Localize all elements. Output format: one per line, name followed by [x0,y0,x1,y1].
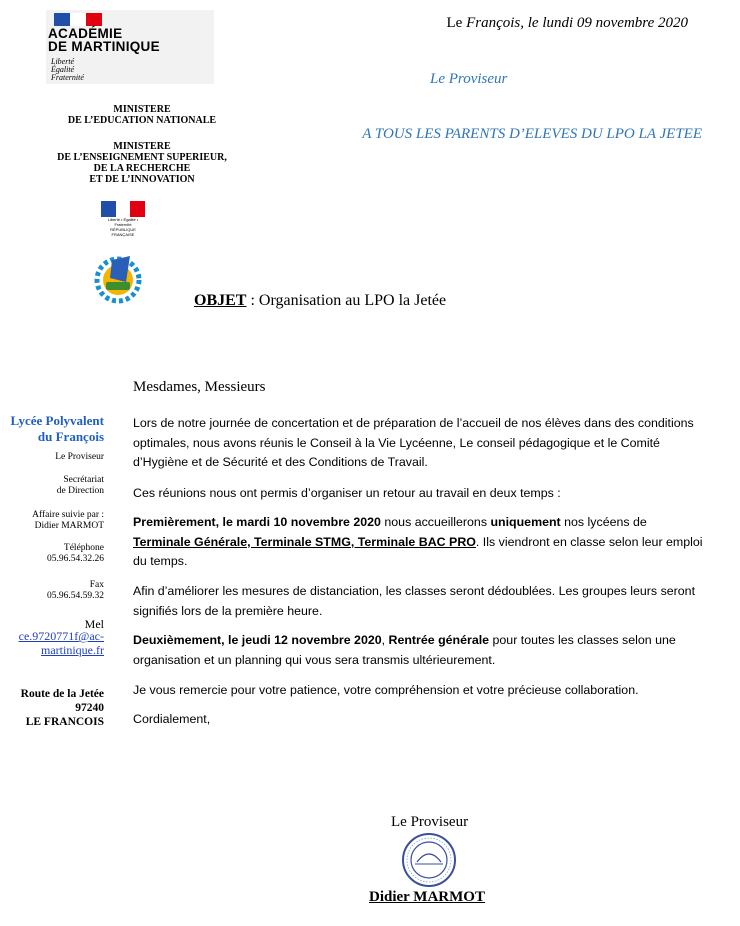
marianne-motto: Liberté • Égalité • Fraternité [107,217,139,227]
date-text: François, le lundi 09 novembre 2020 [466,15,688,31]
affaire-label: Affaire suivie par : [32,510,104,520]
affaire-name: Didier MARMOT [34,521,104,531]
ministry-education [22,104,262,126]
french-flag-icon [54,13,102,26]
address-street: Route de la Jetée [20,688,104,700]
motto-fraternite: Fraternité [51,73,84,82]
text-fragment: pour toutes les classes selon une organisation et un planning qui vous sera transmis ultérieurement. [133,633,676,667]
email-link[interactable] [0,629,104,657]
sidebar-fax [0,580,104,602]
sender-title: Le Proviseur [430,71,508,87]
sidebar-proviseur: Le Proviseur [55,452,104,462]
date-prefix: Le [446,15,467,31]
marianne-logo [101,201,145,237]
motto-liberte: Liberté [51,57,75,66]
text-fragment: nous accueillerons [380,515,491,529]
mel-label: Mel [84,617,104,631]
email-line1[interactable]: ce.9720771f@ac- [18,629,104,643]
secretariat-line1: Secrétariat [63,475,104,485]
fax-value: 05.96.54.59.32 [47,591,104,601]
first-phase-classes: Terminale Générale, Terminale STMG, Terminale BAC PRO [133,534,476,549]
academie-motto [51,58,84,82]
sidebar-secretariat [14,475,104,497]
subject-separator: : [246,292,259,309]
text-fragment: nos lycéens de [560,515,647,529]
first-phase-date: Premièrement, le mardi 10 novembre 2020 [133,515,381,529]
telephone-value: 05.96.54.32.26 [47,554,104,564]
fax-label: Fax [89,580,104,590]
second-phase-date: Deuxièmement, le jeudi 12 novembre 2020 [133,633,382,647]
salutation: Mesdames, Messieurs [133,379,266,395]
subject-line [194,292,446,310]
ministry-line: MINISTERE [113,141,171,152]
date-line [300,15,688,32]
signature-title: Le Proviseur [391,814,469,830]
ministry-line: DE L’EDUCATION NATIONALE [67,115,217,126]
marianne-republic: RÉPUBLIQUE FRANÇAISE [110,227,136,237]
closing: Cordialement, [133,712,211,726]
emphasis-uniquement: uniquement [490,515,561,529]
subject-label: OBJET [194,292,247,309]
secretariat-line2: de Direction [56,486,104,496]
address-postcode: 97240 [75,702,104,714]
emphasis-rentree: Rentrée générale [388,633,490,647]
telephone-label: Téléphone [63,543,104,553]
school-name [0,413,104,445]
sidebar-address [0,687,104,729]
motto-egalite: Égalité [51,65,75,74]
marianne-flag-icon [101,201,145,217]
paragraph-thanks: Je vous remercie pour votre patience, votre compréhension et votre précieuse collaboration. [133,683,639,697]
academie-name [48,27,160,53]
sidebar-telephone [0,543,104,565]
school-name-line1: Lycée Polyvalent [10,413,104,428]
recipients: A TOUS LES PARENTS D’ELEVES DU LPO LA JETEE [362,126,702,142]
paragraph-reunions: Ces réunions nous ont permis d’organiser un retour au travail en deux temps : [133,486,561,500]
ministry-line: DE L’ENSEIGNEMENT SUPERIEUR, [57,152,227,163]
academie-name-line1: ACADÉMIE [48,26,123,41]
text-fragment: . Ils viendront en classe selon leur emploi du temps. [133,534,703,568]
paragraph-intro: Lors de notre journée de concertation et de préparation de l’accueil de nos élèves dans des conditions optimales, nous avons réunis le Conseil à la Vie Lycéenne, Le conseil pédagogique et le Comité d’Hygiène et de Sécurité et des Conditions de Travail. [133,416,694,469]
academie-logo [46,10,214,84]
paragraph-second-phase [133,631,703,670]
ministry-higher-education [22,141,262,185]
address-city: LE FRANCOIS [25,716,104,728]
ministry-line: MINISTERE [113,104,171,115]
school-name-line2: du François [37,429,104,444]
paragraph-distancing: Afin d’améliorer les mesures de distanciation, les classes seront dédoublées. Les groupes leurs seront signifiés lors de la première heure. [133,584,696,618]
academie-name-line2: DE MARTINIQUE [48,39,160,54]
email-line2[interactable]: martinique.fr [41,643,104,657]
paragraph-first-phase [133,513,703,572]
ministry-line: ET DE L’INNOVATION [89,174,195,185]
ministry-line: DE LA RECHERCHE [93,163,191,174]
subject-text: Organisation au LPO la Jetée [258,292,447,309]
sidebar-affaire [0,510,104,532]
school-emblem-icon [94,252,142,304]
text-fragment: , [381,633,389,647]
signatory-name: Didier MARMOT [369,889,485,905]
official-stamp-icon [401,832,457,888]
